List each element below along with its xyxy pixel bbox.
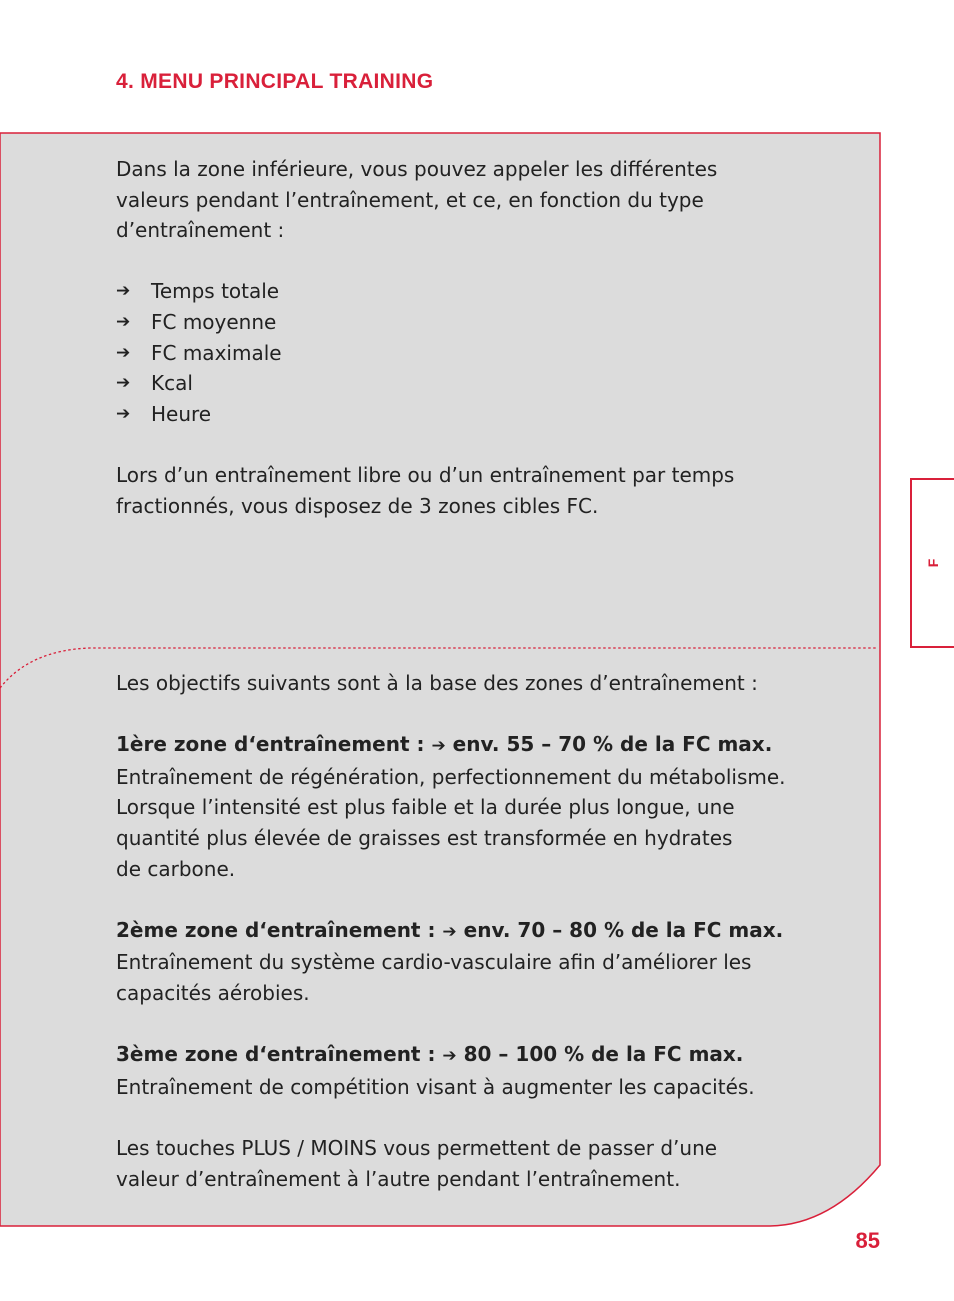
objectives-block <box>116 668 856 1194</box>
zone-2-title: 2ème zone d‘entraînement : ➔ env. 70 – 80 % de la FC max. <box>116 917 784 942</box>
arrow-icon: ➔ <box>431 736 446 757</box>
intro-line: valeurs pendant l’entraînement, et ce, en fonction du type <box>116 187 704 212</box>
zone-3-title: 3ème zone d‘entraînement : ➔ 80 – 100 % de la FC max. <box>116 1042 744 1067</box>
arrow-icon: ➔ <box>442 1046 457 1067</box>
section-heading: 4. MENU PRINCIPAL TRAINING <box>116 70 434 93</box>
closing-line: Les touches PLUS / MOINS vous permettent de passer d’une <box>116 1135 718 1160</box>
list-item: ➔ Temps totale <box>116 276 836 307</box>
intro-block <box>116 154 836 521</box>
zone-3-line: Entraînement de compétition visant à augmenter les capacités. <box>116 1074 755 1099</box>
zone-2-line: capacités aérobies. <box>116 980 310 1005</box>
list-item: ➔ Kcal <box>116 368 836 399</box>
objectives-intro: Les objectifs suivants sont à la base des zones d’entraînement : <box>116 671 758 695</box>
list-item: ➔ FC moyenne <box>116 307 836 338</box>
zone-2-line: Entraînement du système cardio-vasculaire afin d’améliorer les <box>116 950 752 975</box>
arrow-icon: ➔ <box>116 403 131 424</box>
arrow-icon: ➔ <box>442 921 457 942</box>
intro-line: d’entraînement : <box>116 218 285 243</box>
zone-1-line: quantité plus élevée de graisses est transformée en hydrates <box>116 825 733 850</box>
zone-1-line: Lorsque l’intensité est plus faible et la durée plus longue, une <box>116 795 735 820</box>
zone-1-title: 1ère zone d‘entraînement : ➔ env. 55 – 70 % de la FC max. <box>116 732 773 757</box>
page-number: 85 <box>855 1228 880 1253</box>
zone-1-line: Entraînement de régénération, perfectionnement du métabolisme. <box>116 764 786 789</box>
note-line: fractionnés, vous disposez de 3 zones cibles FC. <box>116 493 599 518</box>
list-item: ➔ FC maximale <box>116 338 836 369</box>
arrow-icon: ➔ <box>116 311 131 332</box>
arrow-icon: ➔ <box>116 373 131 394</box>
closing-line: valeur d’entraînement à l’autre pendant l’entraînement. <box>116 1166 681 1191</box>
value-list <box>116 276 836 429</box>
zone-1-line: de carbone. <box>116 856 236 881</box>
language-tab-label: F <box>925 558 941 568</box>
note-line: Lors d’un entraînement libre ou d’un entraînement par temps <box>116 462 735 487</box>
arrow-icon: ➔ <box>116 342 131 363</box>
arrow-icon: ➔ <box>116 281 131 302</box>
language-tab <box>910 478 954 648</box>
list-item: ➔ Heure <box>116 399 836 430</box>
intro-line: Dans la zone inférieure, vous pouvez appeler les différentes <box>116 157 718 181</box>
